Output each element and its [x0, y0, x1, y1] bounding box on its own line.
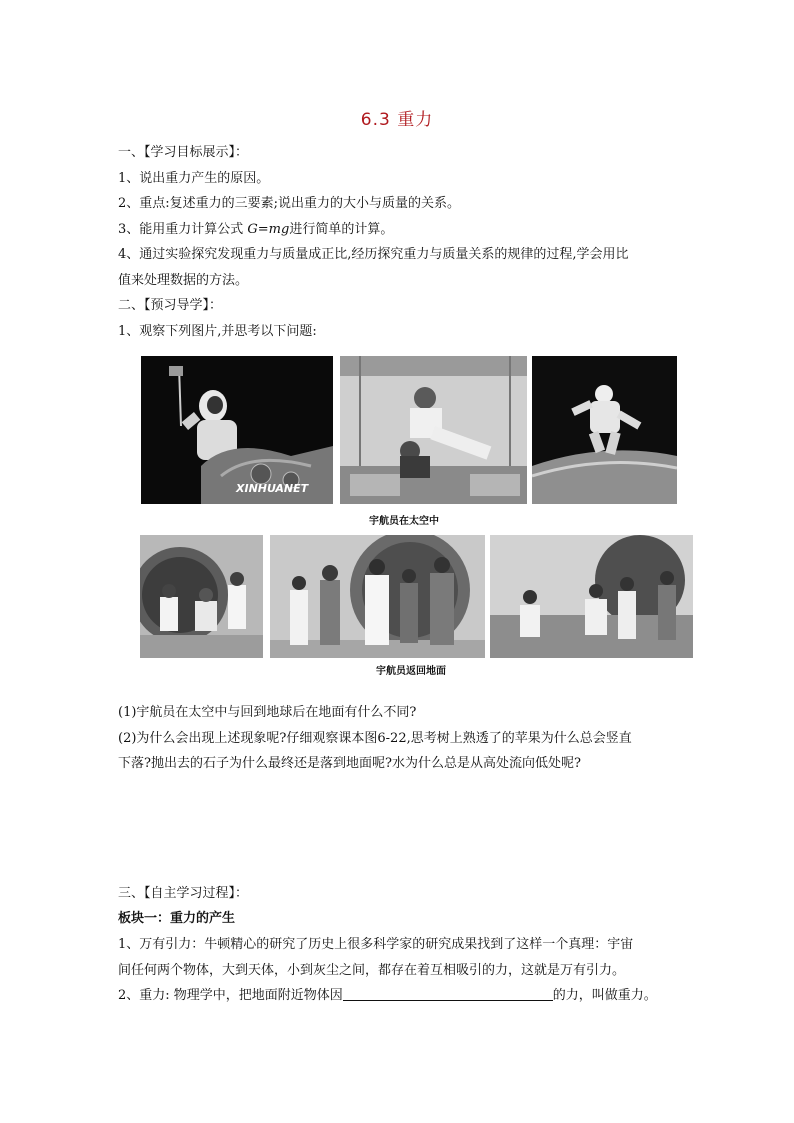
gravity-definition — [118, 986, 657, 1006]
goal-item-3 — [118, 220, 393, 240]
question-2-line1: (2)为什么会出现上述现象呢?仔细观察课本图6-22,思考树上熟透了的苹果为什么总会竖直 — [118, 731, 632, 746]
page-title: 6.3 重力 — [360, 110, 434, 130]
observe-intro: 1、观察下列图片,并思考以下问题: — [118, 324, 317, 339]
question-2-line2: 下落?抛出去的石子为什么最终还是落到地面呢?水为什么总是从高处流向低处呢? — [118, 756, 581, 771]
caption-astronauts-return: 宇航员返回地面 — [376, 666, 446, 677]
goal-item-3-prefix: 3、能用重力计算公式 — [118, 222, 248, 237]
goal-item-1: 1、说出重力产生的原因。 — [118, 171, 270, 186]
section1-heading: 一、【学习目标展示】： — [118, 145, 249, 160]
goal-item-4-line1: 4、通过实验探究发现重力与质量成正比,经历探究重力与质量关系的规律的过程,学会用比 — [118, 247, 629, 262]
block-title: 板块一：重力的产生 — [118, 911, 236, 926]
astronaut-greeting-crowd-photo — [270, 535, 485, 658]
section3-heading: 三、【自主学习过程】： — [118, 886, 249, 901]
goal-item-4-line2: 值来处理数据的方法。 — [118, 273, 249, 288]
gravity-formula: G=mg — [247, 222, 290, 237]
fill-in-blank[interactable] — [343, 986, 553, 1001]
astronaut-orbit-earth-photo — [532, 356, 677, 504]
gravity-definition-suffix: 的力，叫做重力。 — [552, 988, 657, 1003]
photo-watermark: XINHUANET — [236, 482, 309, 495]
gravitation-line1: 1、万有引力：牛顿精心的研究了历史上很多科学家的研究成果找到了这样一个真理：宇宙 — [118, 937, 634, 952]
section2-heading: 二、【预习导学】： — [118, 298, 223, 313]
gravity-definition-prefix: 2、重力: 物理学中，把地面附近物体因 — [118, 988, 343, 1003]
astronaut-spacewalk-photo — [141, 356, 333, 504]
astronauts-weightless-cabin-photo — [340, 356, 527, 504]
question-1: (1)宇航员在太空中与回到地球后在地面有什么不同? — [118, 705, 417, 720]
goal-item-3-suffix: 进行简单的计算。 — [289, 222, 394, 237]
gravitation-line2: 间任何两个物体，大到天体，小到灰尘之间，都存在着互相吸引的力，这就是万有引力。 — [118, 963, 626, 978]
astronauts-seated-landing-site-photo — [490, 535, 693, 658]
goal-item-2: 2、重点:复述重力的三要素;说出重力的大小与质量的关系。 — [118, 196, 461, 211]
capsule-exit-photo — [140, 535, 263, 658]
caption-astronauts-in-space: 宇航员在太空中 — [369, 516, 439, 527]
